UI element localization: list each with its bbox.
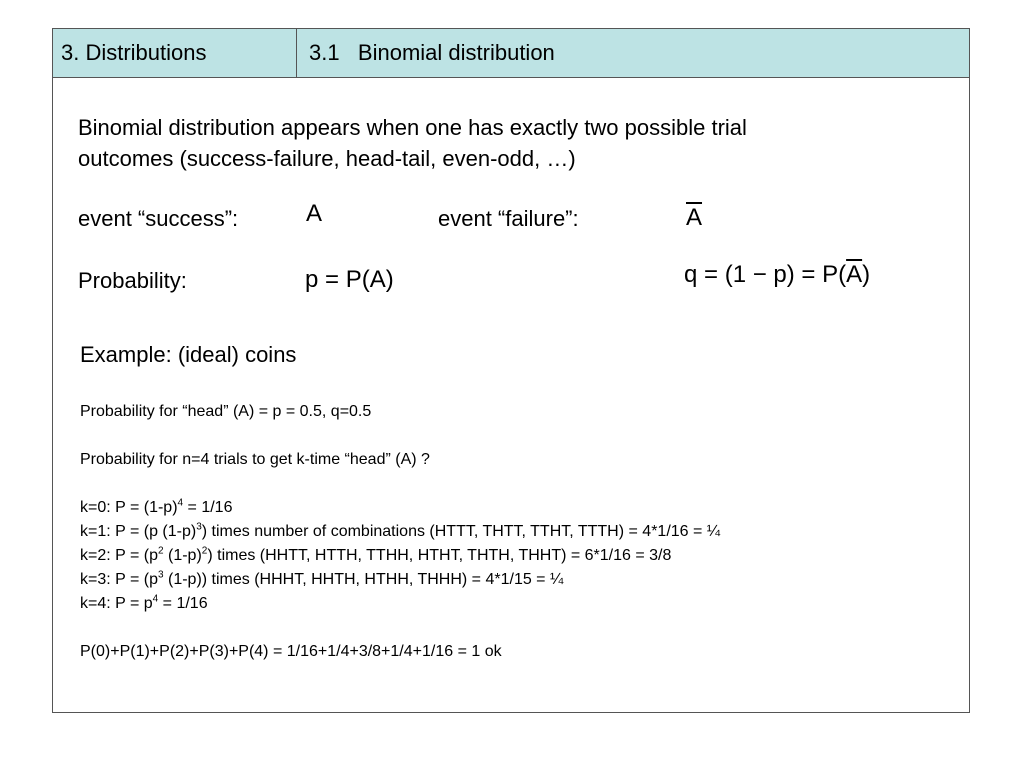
success-event-symbol: A [306,200,323,227]
probability-label: Probability: [78,268,187,293]
q-formula [684,261,870,289]
section-title: 3. Distributions [53,29,297,77]
k3-part-a: k=3: P = (p [80,571,158,588]
k0-part-b: = 1/16 [183,499,233,516]
success-event-label: event “success”: [78,206,239,231]
k4-line [80,592,208,616]
k2-part-b: (1-p) [163,547,202,564]
k2-part-a: k=2: P = (p [80,547,158,564]
k0-line [80,496,232,520]
p-formula: p = P(A) [305,266,394,293]
head-probability-line: Probability for “head” (A) = p = 0.5, q=0.5 [80,403,372,420]
k2-exponent-2: 2 [201,545,208,557]
q-formula-suffix: ) [862,261,871,288]
q-formula-symbol: $\overline{A}$ [846,261,863,288]
k0-exponent: 4 [177,497,184,509]
q-formula-prefix: q = (1 − p) = P( [684,261,847,288]
k4-part-b: = 1/16 [158,595,208,612]
k2-exponent-1: 2 [157,545,164,557]
k2-part-c: ) times (HHTT, HTTH, TTHH, HTHT, THTH, THHT) = 6*1/16 = 3/8 [207,547,672,564]
failure-event-label: event “failure”: [438,206,579,231]
k3-line [80,568,563,592]
slide-header [53,29,969,78]
trial-question-line: Probability for n=4 trials to get k-time “head” (A) ? [80,451,430,468]
sum-check-line: P(0)+P(1)+P(2)+P(3)+P(4) = 1/16+1/4+3/8+1/4+1/16 = 1 ok [80,643,502,660]
failure-event-symbol: $\overline{A}$ [686,204,703,231]
subsection-title: 3.1 Binomial distribution [309,40,555,65]
k4-part-a: k=4: P = p [80,595,153,612]
k1-part-b: ) times number of combinations (HTTT, THTT, TTHT, TTTH) = 4*1/16 = ¼ [201,523,721,540]
k1-exponent: 3 [196,521,202,533]
intro-line-2: outcomes (success-failure, head-tail, even-odd, …) [78,146,576,171]
k3-part-b: (1-p)) times (HHHT, HHTH, HTHH, THHH) = 4*1/15 = ¼ [163,571,564,588]
intro-line-1: Binomial distribution appears when one has exactly two possible trial [78,115,747,140]
k3-exponent: 3 [157,569,164,581]
example-heading: Example: (ideal) coins [80,342,297,367]
k2-line [80,544,671,568]
k1-line [80,520,720,544]
k0-part-a: k=0: P = (1-p) [80,499,178,516]
k4-exponent: 4 [152,593,159,605]
k1-part-a: k=1: P = (p (1-p) [80,523,197,540]
